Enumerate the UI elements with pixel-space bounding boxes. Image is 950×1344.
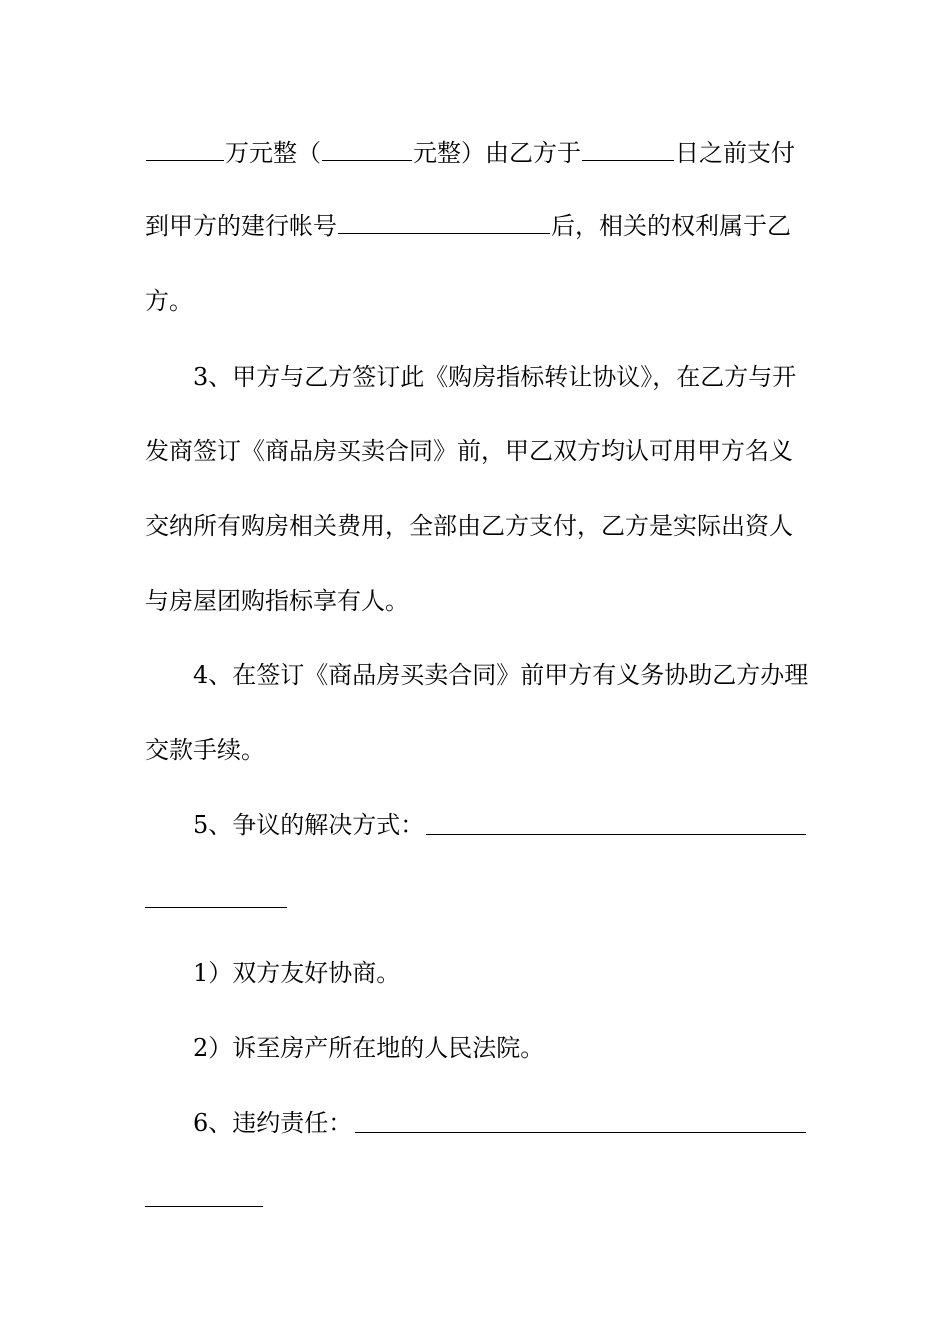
payment-line-3: 方。 <box>145 287 193 315</box>
clause3-line-1: 3、甲方与乙方签订此《购房指标转让协议》，在乙方与开 <box>193 363 797 391</box>
date-blank <box>582 140 674 161</box>
payment-line-1: 万元整（ 元整）由乙方于 日之前支付 <box>145 138 795 168</box>
liability-blank-line-2 <box>145 1206 263 1207</box>
clause6-label: 6、违约责任： <box>193 1109 353 1137</box>
account-blank <box>338 213 550 234</box>
clause3-line-3: 交纳所有购房相关费用，全部由乙方支付，乙方是实际出资人 <box>145 512 793 540</box>
amount-yuan-blank <box>322 140 412 161</box>
payment-line-2: 到甲方的建行帐号 后，相关的权利属于乙 <box>145 212 791 240</box>
clause4-line-2: 交款手续。 <box>145 736 265 764</box>
clause3-line-4: 与房屋团购指标享有人。 <box>145 587 409 615</box>
clause4-line-1: 4、在签订《商品房买卖合同》前甲方有义务协助乙方办理 <box>193 661 809 689</box>
clause5-option-2: 2）诉至房产所在地的人民法院。 <box>193 1034 545 1062</box>
dispute-blank-line-2 <box>145 907 287 908</box>
clause5-option-1: 1）双方友好协商。 <box>193 959 401 987</box>
dispute-blank-line-1 <box>426 834 806 835</box>
clause5-label: 5、争议的解决方式： <box>193 811 425 839</box>
liability-blank-line-1 <box>355 1132 806 1133</box>
amount-blank <box>146 140 224 161</box>
clause3-line-2: 发商签订《商品房买卖合同》前，甲乙双方均认可用甲方名义 <box>145 437 793 465</box>
